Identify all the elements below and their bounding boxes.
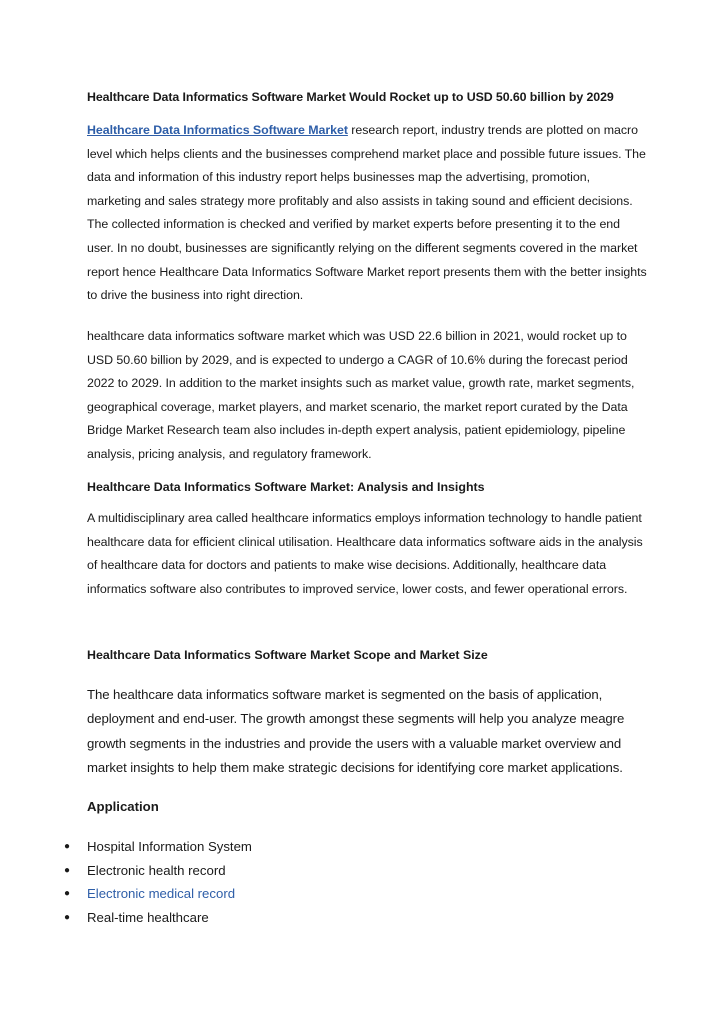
bullet-icon: ● bbox=[63, 888, 71, 900]
list-item-label: Electronic health record bbox=[87, 862, 226, 878]
analysis-paragraph: A multidisciplinary area called healthcare informatics employs information technology to handle patient healthcare data for efficient clinical utilisation. Healthcare data informatics software aids in the analysis of healthcare data for doctors and patients to make wise decisions. Additionally, healthcare data informatics software also contributes to improved service, lower costs, and fewer operational errors. bbox=[87, 511, 643, 596]
intro-paragraph bbox=[87, 119, 647, 308]
market-report-link[interactable]: Healthcare Data Informatics Software Market bbox=[87, 123, 348, 137]
market-size-paragraph: healthcare data informatics software market which was USD 22.6 billion in 2021, would rocket up to USD 50.60 billion by 2029, and is expected to undergo a CAGR of 10.6% during the forecast period 2022 to 2029. In addition to the market insights such as market value, growth rate, market segments, geographical coverage, market players, and market scenario, the market report curated by the Data Bridge Market Research team also includes in-depth expert analysis, patient epidemiology, pipeline analysis, pricing analysis, and regulatory framework. bbox=[87, 329, 635, 461]
bullet-icon: ● bbox=[63, 864, 71, 876]
analysis-heading: Healthcare Data Informatics Software Market: Analysis and Insights bbox=[87, 480, 485, 494]
document-title: Healthcare Data Informatics Software Market Would Rocket up to USD 50.60 billion by 2029 bbox=[87, 90, 614, 104]
application-list bbox=[62, 835, 252, 929]
list-item-label: Hospital Information System bbox=[87, 839, 252, 854]
bullet-icon: ● bbox=[63, 911, 71, 923]
list-item-label: Real-time healthcare bbox=[87, 909, 209, 925]
list-item bbox=[62, 882, 252, 906]
scope-paragraph: The healthcare data informatics software market is segmented on the basis of application, deployment and end-user. The growth amongst these segments will help you analyze meagre growth segments in the industries and provide the users with a valuable market overview and market insights to help them make strategic decisions for identifying core market applications. bbox=[87, 687, 625, 776]
emr-link[interactable]: Electronic medical record bbox=[87, 886, 236, 902]
bullet-icon: ● bbox=[63, 841, 71, 852]
list-item bbox=[62, 835, 252, 859]
list-item bbox=[62, 906, 252, 930]
list-item bbox=[62, 859, 252, 883]
intro-text: research report, industry trends are plotted on macro level which helps clients and the businesses comprehend market place and possible future issues. The data and information of this industry report helps businesses map the advertising, promotion, marketing and sales strategy more profitably and also assists in taking sound and efficient decisions. The collected information is checked and verified by market experts before presenting it to the end user. In no doubt, businesses are significantly relying on the different segments covered in the market report hence Healthcare Data Informatics Software Market report presents them with the better insights to drive the business into right direction. bbox=[87, 123, 647, 303]
scope-heading: Healthcare Data Informatics Software Market Scope and Market Size bbox=[87, 648, 488, 662]
application-heading: Application bbox=[87, 799, 159, 814]
